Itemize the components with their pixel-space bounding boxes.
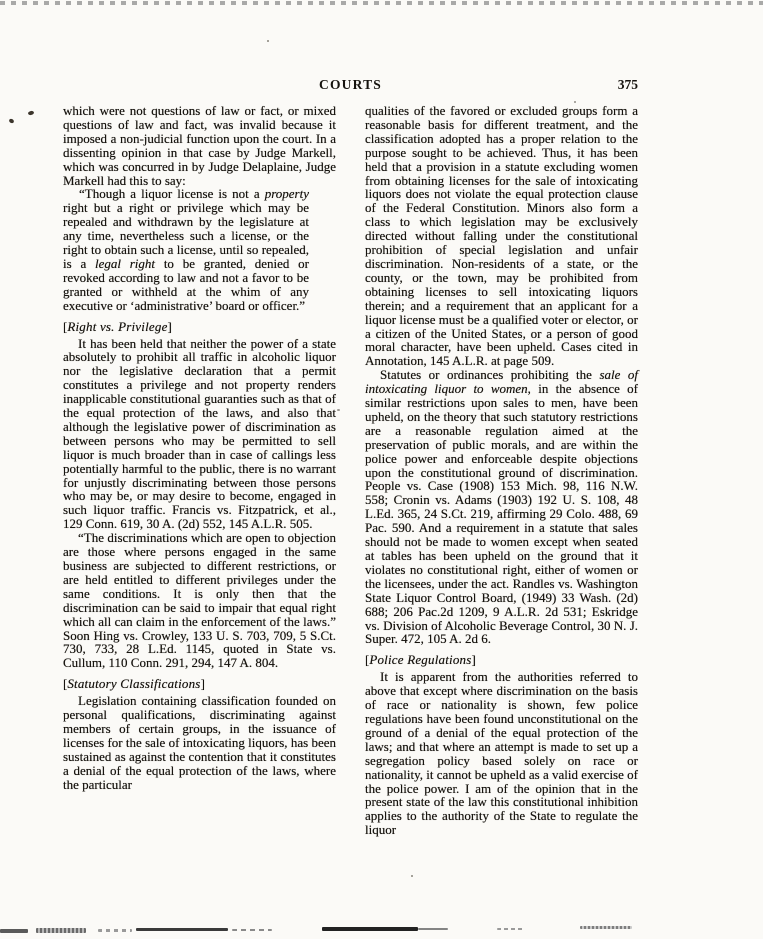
text-columns: [63, 104, 638, 837]
scan-artifact-top-edge: [0, 1, 763, 5]
section-heading: [Right vs. Privilege]: [63, 318, 172, 334]
page-number: 375: [617, 77, 638, 92]
section-heading: [Police Regulations]: [365, 652, 476, 668]
ink-speck: [8, 118, 14, 124]
ink-speck: [267, 40, 269, 42]
scan-artifact-bottom-edge: [418, 928, 448, 930]
scan-artifact-bottom-edge: [36, 928, 86, 933]
paragraph: Statutes or ordinances prohibiting the sale of intoxicating liquor to women, in the absence of similar restrictions upon sales to men, have been upheld, on the theory that such statutory restrictions are a reasonable regulation aimed at the preservation of public morals, and are within the police power and enforceable despite objections upon the constitutional ground of discrimination. People vs. Case (1908) 153 Mich. 98, 116 N.W. 558; Cronin vs. Adams (1903) 192 U. S. 108, 48 L.Ed. 365, 24 S.Ct. 219, affirming 29 Colo. 488, 69 Pac. 590. And a requirement in a statute that sales should not be made to women except when seated at tables has been upheld on the ground that it violates no constitutional right, either of women or the licensees, under the act. Randles vs. Washington State Liquor Control Board, (1949) 33 Wash. (2d) 688; 206 Pac.2d 1209, 9 A.L.R. 2d 531; Eskridge vs. Division of Alcoholic Beverage Control, 30 N. J. Super. 472, 105 A. 2d 6.: [365, 367, 638, 647]
ink-speck: [337, 409, 340, 411]
ink-speck: [574, 101, 576, 103]
scan-artifact-bottom-edge: [0, 929, 28, 933]
scan-artifact-bottom-edge: [232, 929, 272, 931]
scan-artifact-bottom-edge: [136, 928, 228, 931]
paragraph: Legislation containing classification founded on personal qualifications, discriminating against members of certain groups, in the issuance of licenses for the sale of intoxicating liquors, has been sustained as against the contention that it constitutes a denial of the equal protection of the laws, where the particular: [63, 693, 336, 792]
section-heading: [Statutory Classifications]: [63, 676, 205, 692]
page-header: [63, 77, 638, 93]
left-column: [63, 104, 336, 837]
paragraph: It has been held that neither the power of a state absolutely to prohibit all traffic in alcoholic liquor nor the legislative declaration that a permit constitutes a privilege and not property renders inapplicable constitutional guaranties such as that of the equal protection of the laws, and also that although the legislative power of discrimination as between persons who may be permitted to sell liquor is much broader than in case of callings less potentially harmful to the public, there is no warrant for unjustly discriminating between those persons who may be, or may desire to become, engaged in such liquor traffic. Francis vs. Fitzpatrick, et al., 129 Conn. 619, 30 A. (2d) 552, 145 A.L.R. 505.: [63, 335, 336, 532]
paragraph: “The discriminations which are open to objection are those where persons engaged in the same business are subjected to different restrictions, or are held entitled to different privileges under the same conditions. It is only then that the discrimination can be said to impair that equal right which all can claim in the enforcement of the laws.” Soon Hing vs. Crowley, 133 U. S. 703, 709, 5 S.Ct. 730, 733, 28 L.Ed. 1145, quoted in State vs. Cullum, 110 Conn. 291, 294, 147 A. 804.: [63, 530, 336, 671]
scan-artifact-bottom-edge: [497, 928, 525, 930]
paragraph: which were not questions of law or fact, or mixed questions of law and fact, was invalid because it imposed a non-judicial function upon the court. In a dissenting opinion in that case by Judge Markell, which was concurred in by Judge Delaplaine, Judge Markell had this to say:: [63, 103, 336, 188]
running-title: COURTS: [319, 77, 382, 92]
paragraph: It is apparent from the authorities referred to above that except where discrimination on the basis of race or nationality is shown, few police regulations have been found unconstitutional on the ground of a denial of the equal protection of the laws; and that where an attempt is made to set up a segregation policy based solely on race or nationality, it cannot be upheld as a valid exercise of the police power. I am of the opinion that in the present state of the law this constitutional inhibition applies to the authority of the State to regulate the liquor: [365, 669, 638, 838]
scan-artifact-bottom-edge: [322, 927, 418, 931]
block-quote: “Though a liquor license is not a property right but a right or privilege which may be repealed and withdrawn by the legislature at any time, nevertheless such a license, or the right to obtain such a license, until so repealed, is a legal right to be granted, denied or revoked according to law and not a favor to be granted or withheld at the whim of any executive or ‘administrative’ board or officer.”: [63, 186, 309, 313]
paragraph: qualities of the favored or excluded groups form a reasonable basis for different treatment, and the classification adopted has a proper relation to the purpose sought to be achieved. Thus, it has been held that a provision in a statute excluding women from obtaining licenses for the sale of intoxicating liquors does not violate the equal protection clause of the Federal Constitution. Minors also form a class to which legislation may be exclusively directed without falling under the constitutional prohibition of special legislation and unfair discrimination. Non-residents of a state, or the county, or the town, may be prohibited from obtaining licenses to sell intoxicating liquors therein; and a requirement that an applicant for a liquor license must be a qualified voter or elector, or a citizen of the United States, or a person of good moral character, have been upheld. Cases cited in Annotation, 145 A.L.R. at page 509.: [365, 103, 638, 369]
ink-speck: [411, 875, 413, 877]
ink-speck: [28, 110, 35, 115]
right-column: [365, 104, 638, 837]
scan-artifact-bottom-edge: [580, 926, 632, 929]
scan-artifact-bottom-edge: [98, 929, 132, 932]
